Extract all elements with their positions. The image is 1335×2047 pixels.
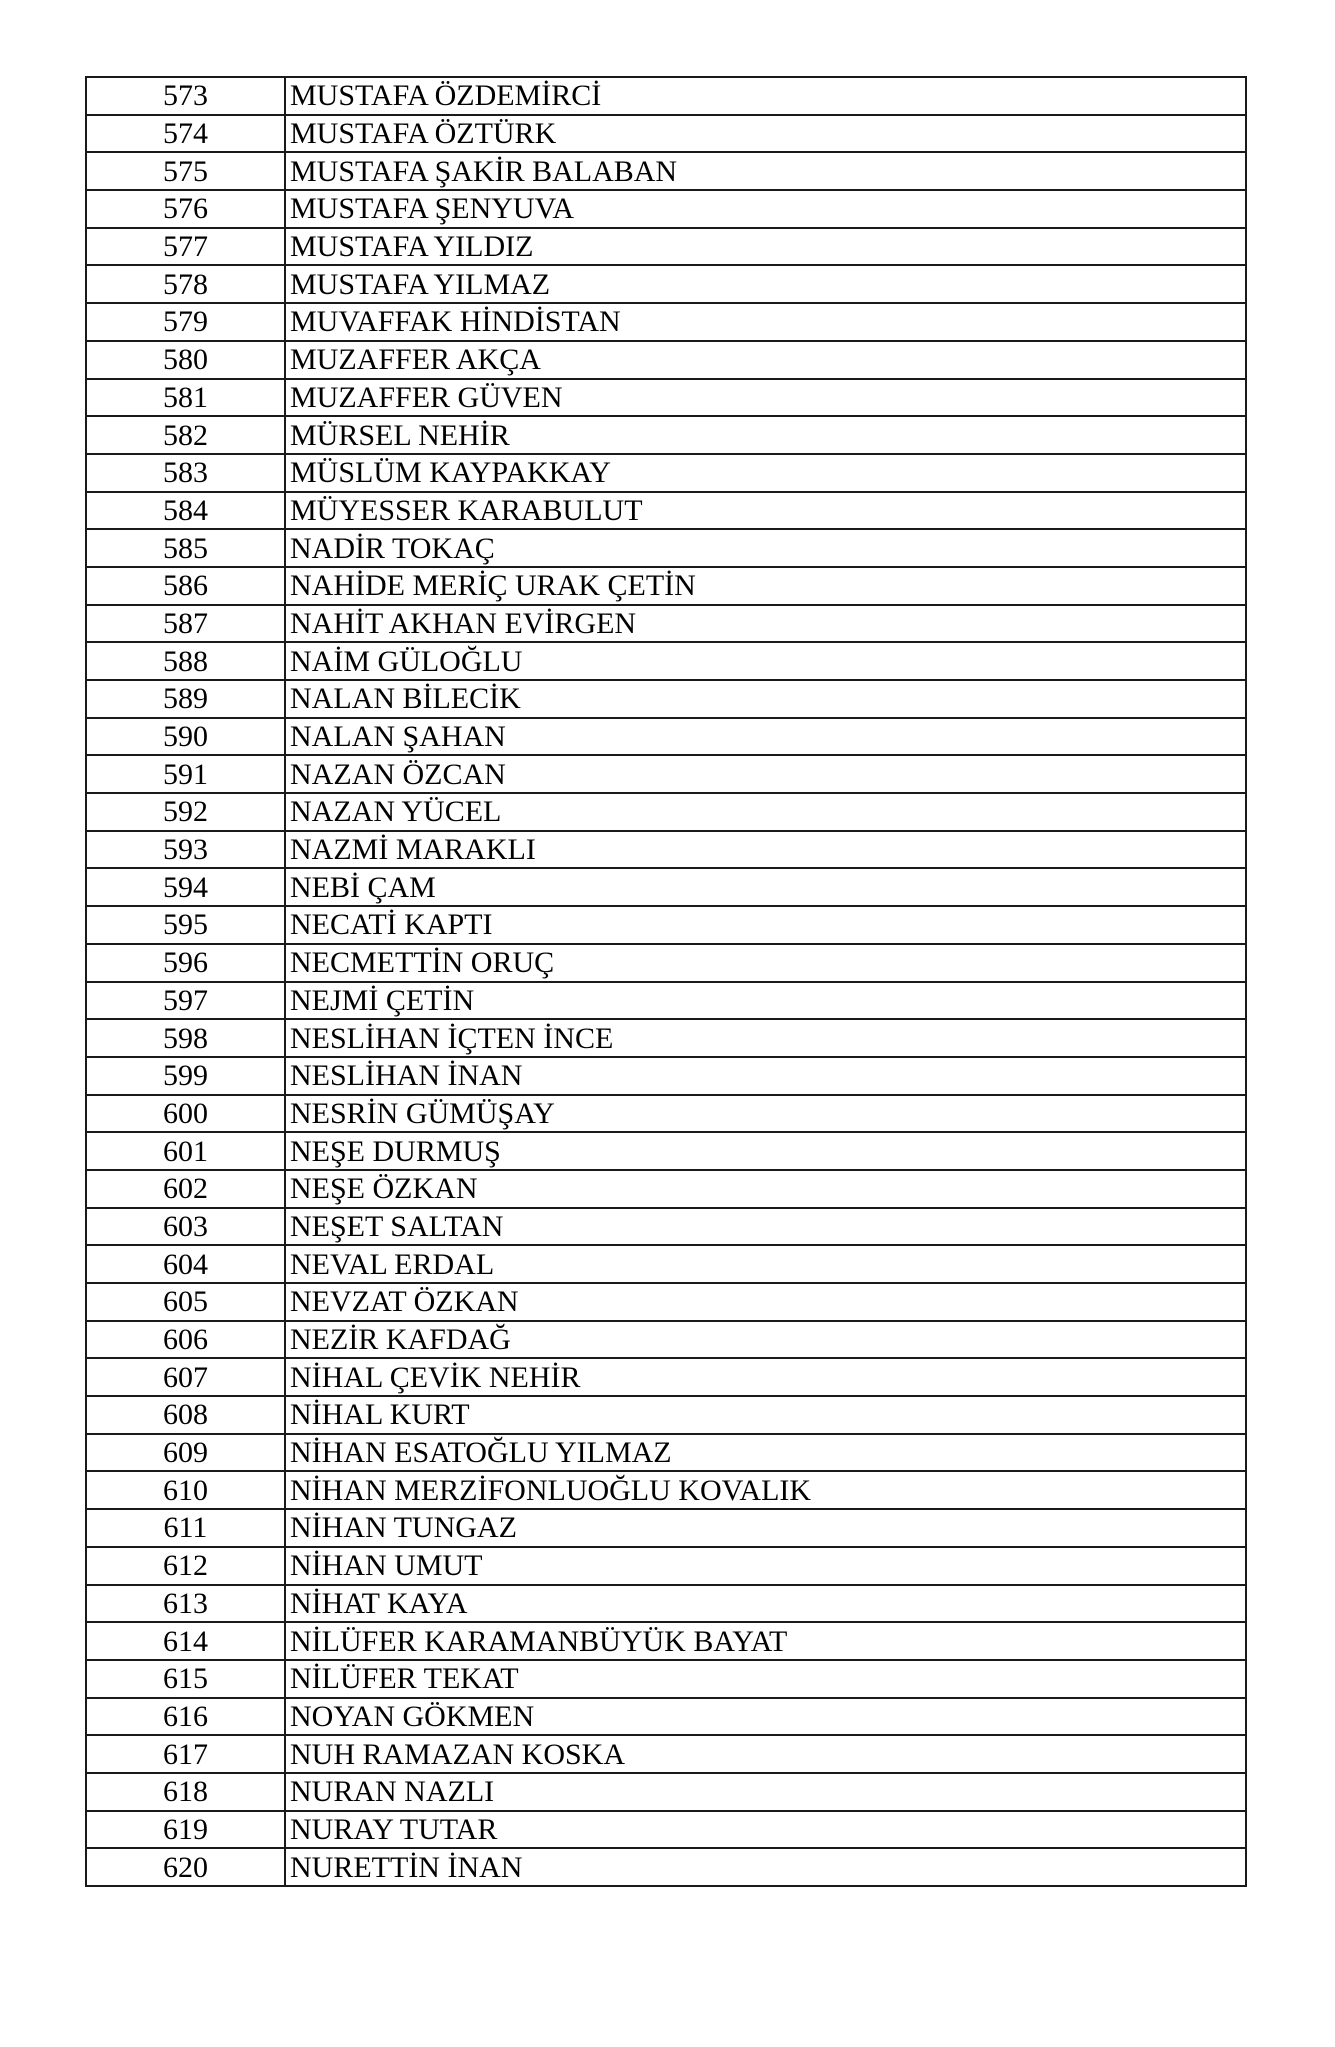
person-name: NİHAN TUNGAZ (285, 1509, 1246, 1547)
row-number: 604 (86, 1245, 285, 1283)
row-number: 620 (86, 1848, 285, 1886)
table-row (86, 982, 1246, 1020)
person-name: NİHAN MERZİFONLUOĞLU KOVALIK (285, 1471, 1246, 1509)
person-name: NECATİ KAPTI (285, 906, 1246, 944)
row-number: 613 (86, 1585, 285, 1623)
row-number: 595 (86, 906, 285, 944)
person-name: NİHAL ÇEVİK NEHİR (285, 1358, 1246, 1396)
table-row (86, 1245, 1246, 1283)
table-row (86, 1509, 1246, 1547)
table-row (86, 1585, 1246, 1623)
row-number: 599 (86, 1057, 285, 1095)
person-name: NEŞE ÖZKAN (285, 1170, 1246, 1208)
table-row (86, 868, 1246, 906)
row-number: 601 (86, 1132, 285, 1170)
person-name: MUSTAFA YILMAZ (285, 265, 1246, 303)
table-row (86, 831, 1246, 869)
table-row (86, 1019, 1246, 1057)
table-row (86, 567, 1246, 605)
row-number: 584 (86, 492, 285, 530)
table-row (86, 77, 1246, 115)
person-name: MÜRSEL NEHİR (285, 416, 1246, 454)
row-number: 575 (86, 152, 285, 190)
table-row (86, 115, 1246, 153)
table-row (86, 1735, 1246, 1773)
row-number: 585 (86, 529, 285, 567)
person-name: NEVAL ERDAL (285, 1245, 1246, 1283)
person-name: NİHAN UMUT (285, 1547, 1246, 1585)
table-row (86, 1321, 1246, 1359)
row-number: 594 (86, 868, 285, 906)
person-name: NEŞET SALTAN (285, 1208, 1246, 1246)
row-number: 615 (86, 1660, 285, 1698)
table-row (86, 1283, 1246, 1321)
person-name: NOYAN GÖKMEN (285, 1698, 1246, 1736)
person-name: NAHİDE MERİÇ URAK ÇETİN (285, 567, 1246, 605)
row-number: 600 (86, 1095, 285, 1133)
person-name: NİHAT KAYA (285, 1585, 1246, 1623)
row-number: 603 (86, 1208, 285, 1246)
person-name: NİHAN ESATOĞLU YILMAZ (285, 1434, 1246, 1472)
row-number: 618 (86, 1773, 285, 1811)
table-body (86, 77, 1246, 1886)
row-number: 597 (86, 982, 285, 1020)
person-name: MUVAFFAK HİNDİSTAN (285, 303, 1246, 341)
table-row (86, 1396, 1246, 1434)
person-name: NESLİHAN İÇTEN İNCE (285, 1019, 1246, 1057)
row-number: 605 (86, 1283, 285, 1321)
person-name: NİLÜFER KARAMANBÜYÜK BAYAT (285, 1622, 1246, 1660)
table-row (86, 529, 1246, 567)
table-row (86, 642, 1246, 680)
table-row (86, 1208, 1246, 1246)
table-row (86, 379, 1246, 417)
row-number: 614 (86, 1622, 285, 1660)
row-number: 577 (86, 228, 285, 266)
table-row (86, 454, 1246, 492)
row-number: 591 (86, 755, 285, 793)
table-row (86, 605, 1246, 643)
person-name: NİLÜFER TEKAT (285, 1660, 1246, 1698)
row-number: 598 (86, 1019, 285, 1057)
person-name: NESLİHAN İNAN (285, 1057, 1246, 1095)
row-number: 606 (86, 1321, 285, 1359)
table-row (86, 755, 1246, 793)
row-number: 593 (86, 831, 285, 869)
table-row (86, 416, 1246, 454)
person-name: NAHİT AKHAN EVİRGEN (285, 605, 1246, 643)
table-row (86, 1170, 1246, 1208)
row-number: 582 (86, 416, 285, 454)
table-row (86, 1547, 1246, 1585)
person-name: NUH RAMAZAN KOSKA (285, 1735, 1246, 1773)
person-name: MUZAFFER AKÇA (285, 341, 1246, 379)
row-number: 617 (86, 1735, 285, 1773)
table-row (86, 265, 1246, 303)
person-name: MUSTAFA ÖZDEMİRCİ (285, 77, 1246, 115)
person-name: NEJMİ ÇETİN (285, 982, 1246, 1020)
person-name: MÜYESSER KARABULUT (285, 492, 1246, 530)
table-row (86, 906, 1246, 944)
row-number: 602 (86, 1170, 285, 1208)
table-row (86, 1471, 1246, 1509)
row-number: 576 (86, 190, 285, 228)
table-row (86, 680, 1246, 718)
person-name: NEŞE DURMUŞ (285, 1132, 1246, 1170)
row-number: 578 (86, 265, 285, 303)
row-number: 596 (86, 944, 285, 982)
person-name: NEBİ ÇAM (285, 868, 1246, 906)
person-name: MUSTAFA ŞAKİR BALABAN (285, 152, 1246, 190)
table-row (86, 1660, 1246, 1698)
person-name: NAZMİ MARAKLI (285, 831, 1246, 869)
table-row (86, 1698, 1246, 1736)
row-number: 580 (86, 341, 285, 379)
row-number: 619 (86, 1811, 285, 1849)
table-row (86, 944, 1246, 982)
person-name: NAİM GÜLOĞLU (285, 642, 1246, 680)
table-row (86, 1622, 1246, 1660)
table-row (86, 1811, 1246, 1849)
person-name: NADİR TOKAÇ (285, 529, 1246, 567)
row-number: 573 (86, 77, 285, 115)
person-name: NECMETTİN ORUÇ (285, 944, 1246, 982)
person-name: NURETTİN İNAN (285, 1848, 1246, 1886)
person-name: NALAN BİLECİK (285, 680, 1246, 718)
row-number: 586 (86, 567, 285, 605)
row-number: 592 (86, 793, 285, 831)
row-number: 610 (86, 1471, 285, 1509)
row-number: 589 (86, 680, 285, 718)
person-name: MÜSLÜM KAYPAKKAY (285, 454, 1246, 492)
row-number: 607 (86, 1358, 285, 1396)
table-row (86, 1057, 1246, 1095)
row-number: 612 (86, 1547, 285, 1585)
person-name: NAZAN YÜCEL (285, 793, 1246, 831)
row-number: 588 (86, 642, 285, 680)
row-number: 587 (86, 605, 285, 643)
row-number: 579 (86, 303, 285, 341)
row-number: 574 (86, 115, 285, 153)
person-name: MUSTAFA ÖZTÜRK (285, 115, 1246, 153)
row-number: 583 (86, 454, 285, 492)
table-row (86, 1358, 1246, 1396)
row-number: 611 (86, 1509, 285, 1547)
row-number: 609 (86, 1434, 285, 1472)
table-row (86, 303, 1246, 341)
person-name: MUSTAFA ŞENYUVA (285, 190, 1246, 228)
row-number: 590 (86, 718, 285, 756)
table-row (86, 341, 1246, 379)
person-name: NURAY TUTAR (285, 1811, 1246, 1849)
table-row (86, 1132, 1246, 1170)
person-name: NESRİN GÜMÜŞAY (285, 1095, 1246, 1133)
table-row (86, 492, 1246, 530)
person-name: NAZAN ÖZCAN (285, 755, 1246, 793)
table-row (86, 718, 1246, 756)
row-number: 616 (86, 1698, 285, 1736)
name-list-table (85, 76, 1247, 1887)
table-row (86, 190, 1246, 228)
person-name: MUZAFFER GÜVEN (285, 379, 1246, 417)
person-name: NEVZAT ÖZKAN (285, 1283, 1246, 1321)
table-row (86, 793, 1246, 831)
table-row (86, 1773, 1246, 1811)
row-number: 581 (86, 379, 285, 417)
table-row (86, 228, 1246, 266)
row-number: 608 (86, 1396, 285, 1434)
table-row (86, 1434, 1246, 1472)
person-name: MUSTAFA YILDIZ (285, 228, 1246, 266)
person-name: NEZİR KAFDAĞ (285, 1321, 1246, 1359)
table-row (86, 152, 1246, 190)
person-name: NURAN NAZLI (285, 1773, 1246, 1811)
person-name: NALAN ŞAHAN (285, 718, 1246, 756)
person-name: NİHAL KURT (285, 1396, 1246, 1434)
table-row (86, 1848, 1246, 1886)
table-row (86, 1095, 1246, 1133)
